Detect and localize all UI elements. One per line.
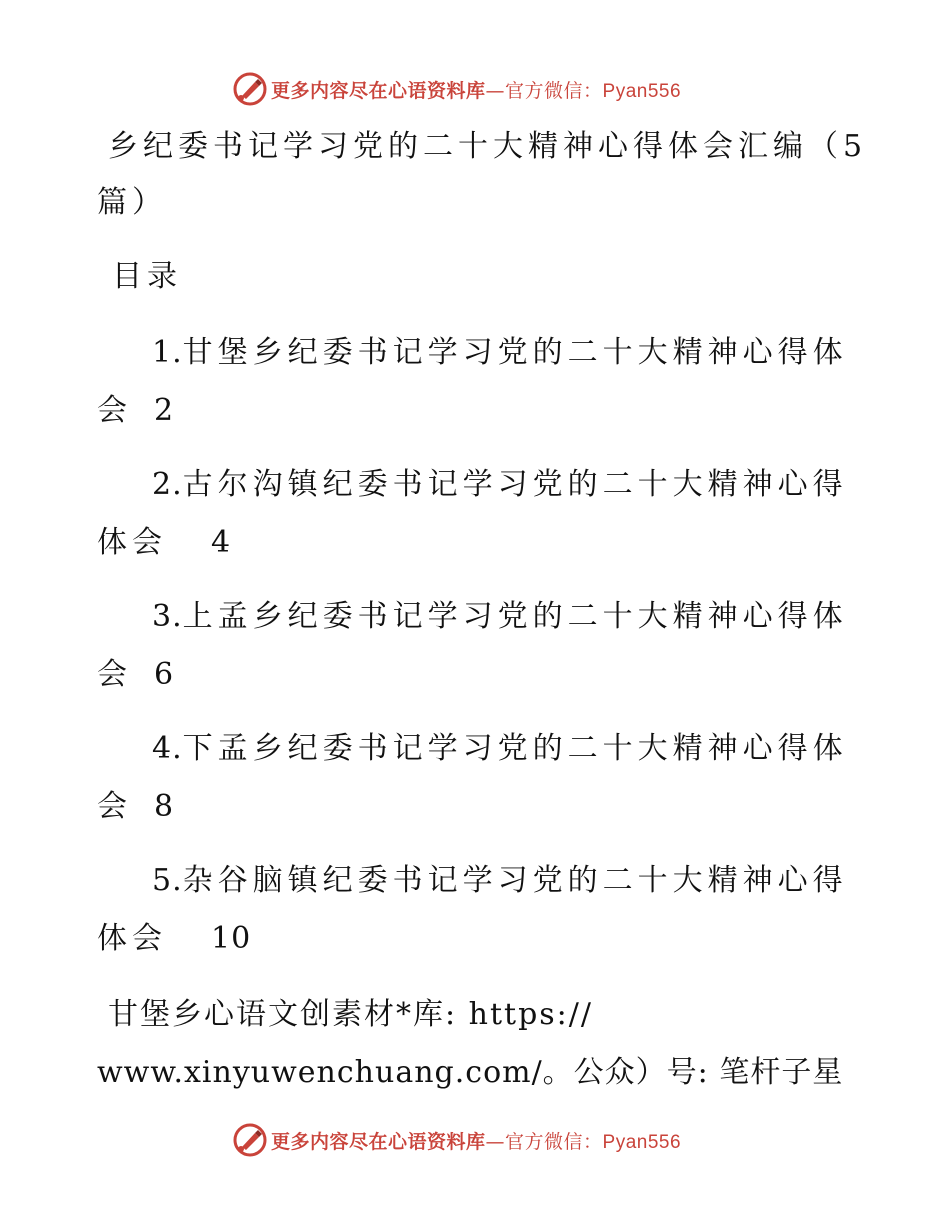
toc-entry-title-end: 体会	[97, 525, 167, 560]
toc-entry-page-number: 4	[211, 525, 232, 560]
toc-entry-title: 下孟乡纪委书记学习党的二十大精神心得体	[182, 731, 848, 766]
watermark-text: 更多内容尽在心语资料库—官方微信：Pyan556	[271, 79, 682, 102]
document-title-line-1: 乡纪委书记学习党的二十大精神心得体会汇编（5	[108, 129, 868, 164]
toc-entry-number: 3.	[152, 599, 183, 634]
header-watermark	[233, 72, 681, 106]
toc-entry-page-number: 6	[154, 657, 175, 692]
source-note-line-1: 甘堡乡心语文创素材*库: https://	[108, 997, 593, 1032]
toc-entry-page-number: 2	[154, 393, 175, 428]
toc-entry-title: 杂谷脑镇纪委书记学习党的二十大精神心得	[182, 863, 848, 898]
toc-heading: 目录	[112, 259, 182, 294]
source-note-line-2: www.xinyuwenchuang.com/。公众）号: 笔杆子星	[97, 1055, 844, 1090]
toc-entry-page-number: 8	[154, 789, 175, 824]
toc-entry-page-number: 10	[211, 921, 252, 956]
toc-entry-title-end: 体会	[97, 921, 167, 956]
toc-entry-number: 1.	[152, 335, 183, 370]
toc-entry-title: 甘堡乡纪委书记学习党的二十大精神心得体	[182, 335, 848, 370]
toc-entry-title-end: 会	[97, 393, 132, 428]
toc-entry-4[interactable]	[152, 731, 848, 766]
toc-entry-title: 上孟乡纪委书记学习党的二十大精神心得体	[182, 599, 848, 634]
toc-entry-2-continued[interactable]	[97, 525, 232, 560]
toc-entry-number: 2.	[152, 467, 183, 502]
toc-entry-5-continued[interactable]	[97, 921, 252, 956]
pen-logo-icon	[233, 72, 267, 106]
toc-entry-5[interactable]	[152, 863, 848, 898]
pen-logo-icon	[233, 1123, 267, 1157]
toc-entry-1[interactable]	[152, 335, 848, 370]
toc-entry-2[interactable]	[152, 467, 848, 502]
toc-entry-title-end: 会	[97, 657, 132, 692]
toc-entry-title-end: 会	[97, 789, 132, 824]
toc-entry-title: 古尔沟镇纪委书记学习党的二十大精神心得	[182, 467, 848, 502]
toc-entry-3-continued[interactable]	[97, 657, 175, 692]
watermark-text: 更多内容尽在心语资料库—官方微信：Pyan556	[271, 1130, 682, 1153]
footer-watermark	[233, 1123, 681, 1157]
toc-entry-number: 4.	[152, 731, 183, 766]
toc-entry-4-continued[interactable]	[97, 789, 175, 824]
toc-entry-1-continued[interactable]	[97, 393, 175, 428]
toc-entry-number: 5.	[152, 863, 183, 898]
toc-entry-3[interactable]	[152, 599, 848, 634]
document-title-line-2: 篇）	[97, 185, 167, 220]
